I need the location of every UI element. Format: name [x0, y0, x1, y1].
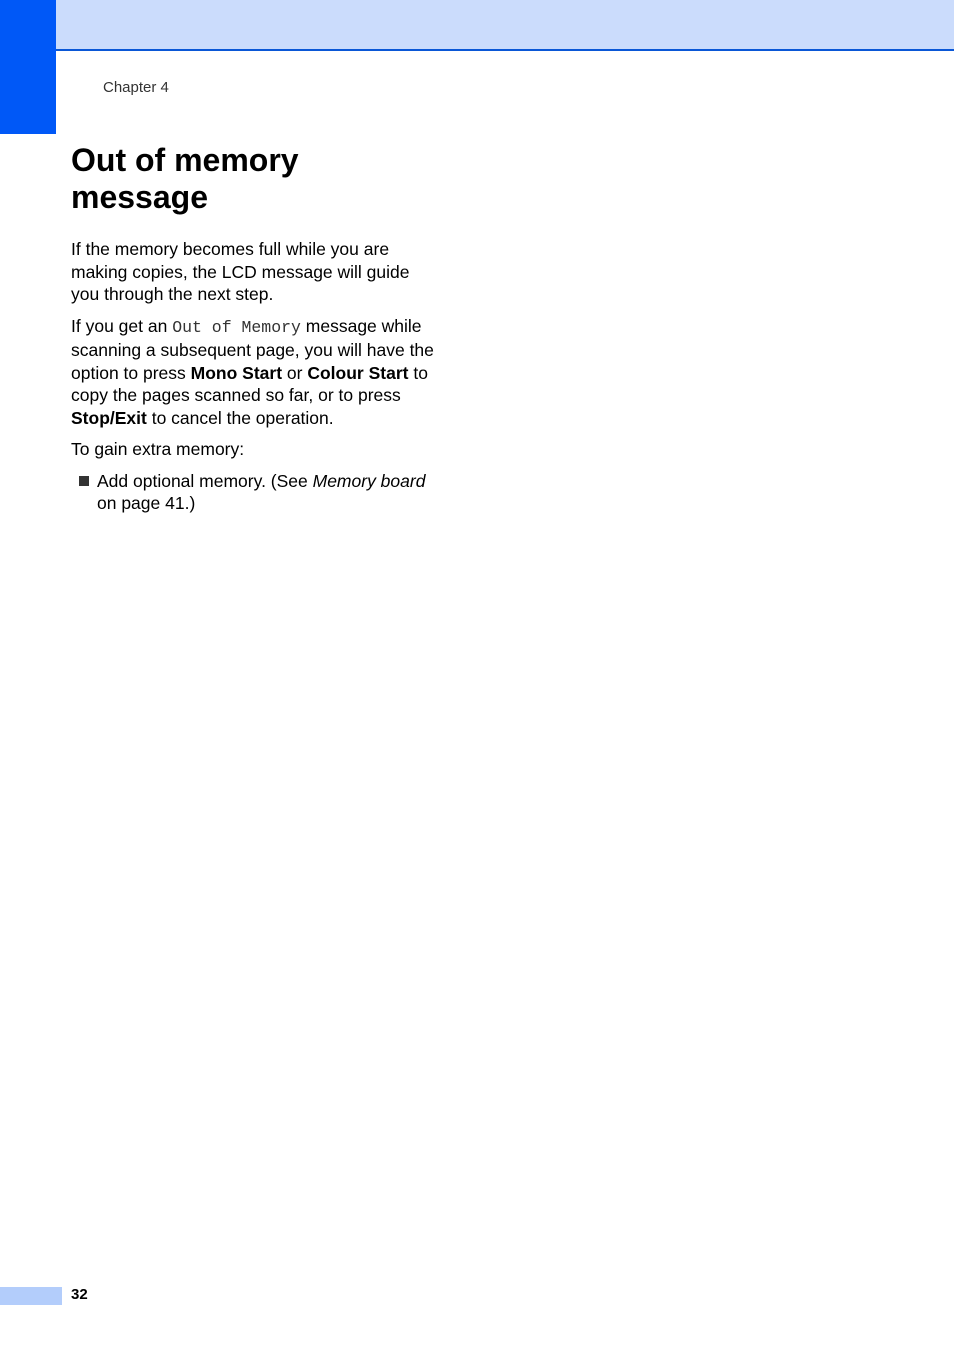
main-content	[71, 142, 441, 515]
para-text-4: to copy the pages scanned so far, or to press	[71, 362, 428, 405]
bullet-text-2: on page 41.)	[97, 493, 196, 513]
intro-paragraph: If the memory becomes full while you are making copies, the LCD message will guide you through the next step.	[71, 239, 410, 304]
stop-exit-key: Stop/Exit	[71, 407, 147, 428]
para-text-2: message while scanning a subsequent page, you will have the option to press	[71, 315, 434, 383]
lcd-message: Out of Memory	[172, 317, 301, 337]
footer-tab	[0, 1287, 62, 1305]
extra-memory-paragraph: To gain extra memory:	[71, 439, 245, 459]
header-band	[56, 0, 954, 51]
para-text-1: If you get an	[71, 315, 173, 336]
page-number: 32	[71, 1286, 88, 1303]
list-item	[71, 470, 441, 515]
chapter-label: Chapter 4	[103, 79, 169, 96]
chapter-tab	[0, 0, 56, 134]
colour-start-key: Colour Start	[307, 362, 409, 383]
para-text-3: or	[282, 362, 308, 383]
section-title: Out of memory message	[71, 142, 299, 215]
para-text-5: to cancel the operation.	[146, 407, 334, 428]
bullet-text-1: Add optional memory. (See	[97, 470, 313, 491]
mono-start-key: Mono Start	[190, 362, 283, 383]
out-of-memory-paragraph	[71, 315, 441, 430]
square-bullet-icon	[79, 476, 89, 486]
memory-board-link[interactable]: Memory board	[312, 470, 426, 491]
